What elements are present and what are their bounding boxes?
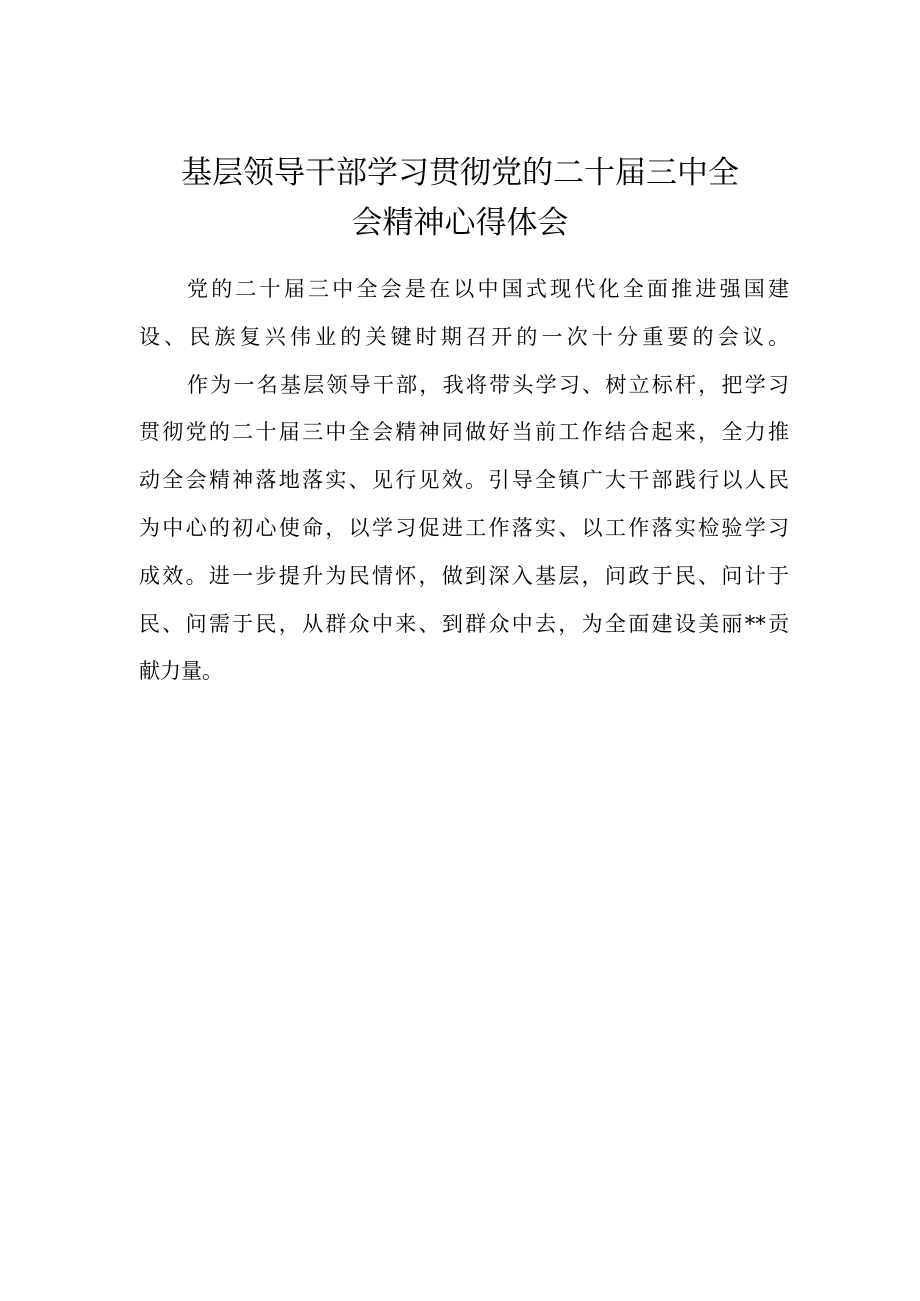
title-line-2: 会精神心得体会	[351, 205, 569, 241]
body-line-7: 成效。进一步提升为民情怀，做到深入基层，问政于民、问计于	[139, 563, 789, 588]
body-line-8: 民、问需于民，从群众中来、到群众中去，为全面建设美丽**贡	[139, 611, 789, 636]
document-title	[120, 148, 800, 248]
body-line-5: 动全会精神落地落实、见行见效。引导全镇广大干部践行以人民	[139, 468, 789, 493]
body-line-2: 设、民族复兴伟业的关键时期召开的一次十分重要的会议。	[139, 324, 789, 349]
title-line-1: 基层领导干部学习贯彻党的二十届三中全	[181, 155, 739, 191]
document-body	[139, 266, 789, 696]
body-line-9: 献力量。	[139, 659, 223, 684]
body-line-6: 为中心的初心使命，以学习促进工作落实、以工作落实检验学习	[139, 515, 789, 540]
body-line-4: 贯彻党的二十届三中全会精神同做好当前工作结合起来，全力推	[139, 420, 789, 445]
body-line-3: 作为一名基层领导干部，我将带头学习、树立标杆，把学习	[187, 372, 789, 397]
body-line-1: 党的二十届三中全会是在以中国式现代化全面推进强国建	[187, 277, 789, 301]
